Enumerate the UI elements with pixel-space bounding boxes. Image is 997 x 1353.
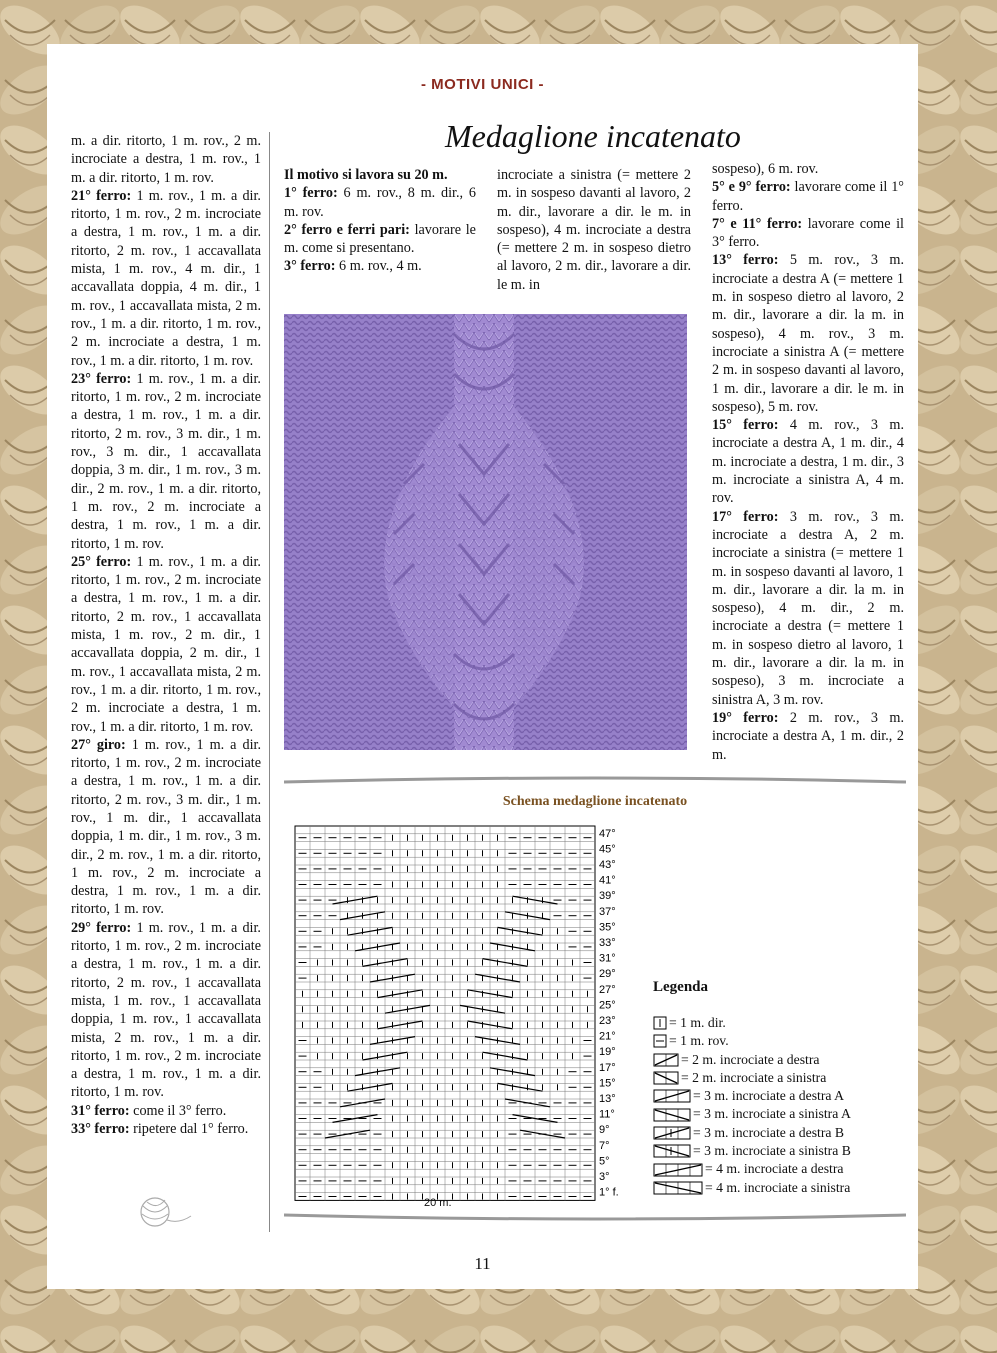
row-heading: 7° e 11° ferro: [712, 215, 803, 232]
instruction-paragraph [71, 1120, 261, 1138]
instruction-paragraph [712, 416, 904, 507]
instruction-paragraph [712, 508, 904, 709]
knit-swatch-photo [284, 314, 687, 750]
row-text: 1 m. rov., 1 m. a dir. ritorto, 1 m. rov., 2 m. incrociate a destra, 1 m. rov., 1 m. a dir. ritorto, 2 m. rov., 1 accavallata mista, 1 m. rov., 4 m. dir., 1 accavallata doppia, 4 m. dir., 1 m. rov., 1 accavallata mista, 2 m. rov., 1 m. a dir. ritorto, 1 m. rov., 2 m. incrociate a destra, 1 m. rov., 1 m. a dir. ritorto, 1 m. rov. [71, 187, 261, 369]
row-text: lavorare come il 3° ferro. [712, 215, 904, 251]
row-text: m. a dir. ritorto, 1 m. rov., 2 m. incrociate a destra, 1 m. rov., 1 m. a dir. ritorto, 1 m. rov. [71, 133, 261, 186]
row-heading: 2° ferro e ferri pari: [284, 221, 410, 238]
chart-row-label: 43° [599, 859, 616, 871]
row-text: 6 m. rov., 8 m. dir., 6 m. rov. [284, 185, 476, 220]
row-heading: 25° ferro: [71, 553, 132, 570]
row-text: 4 m. rov., 3 m. incrociate a destra A, 1 m. dir., 4 m. incrociate a destra, 1 m. dir., 3 m. incrociate a sinistra A, 4 m. rov. [712, 417, 905, 507]
row-heading: 13° ferro: [712, 252, 779, 269]
knit-symbol-icon [653, 1016, 667, 1030]
instruction-paragraph [284, 166, 476, 184]
chart-row-label: 33° [599, 937, 616, 949]
row-text: 1 m. rov., 1 m. a dir. ritorto, 1 m. rov., 2 m. incrociate a destra, 1 m. rov., 1 m. a dir. ritorto, 2 m. rov., 3 m. dir., 1 m. rov., 1 m. dir., 1 accavallata doppia, 1 m. dir., 1 m. rov., 3 m. dir., 2 m. rov., 1 m. a dir. ritorto, 1 m. rov., 2 m. incrociate a destra, 1 m. rov., 1 m. a dir. ritorto, 1 m. rov. [71, 736, 261, 918]
chart-width-label: 20 m. [424, 1197, 452, 1209]
row-text: lavorare come il 1° ferro. [712, 179, 904, 214]
legend-item [653, 1179, 851, 1197]
instruction-paragraph [712, 251, 904, 416]
legend-item [653, 1105, 851, 1123]
instruction-paragraph [712, 709, 904, 764]
cross-3-left-b-icon [653, 1144, 691, 1158]
row-text: incrociate a sinistra (= mettere 2 m. in sospeso davanti al lavoro, 2 m. dir., lavorare a dir. le m. in sospeso), 4 m. incrociate a destra (= mettere 2 m. in sospeso dietro al lavoro, 2 m. dir., lavorare a dir. le m. in [497, 167, 691, 293]
cross-4-right-icon [653, 1163, 703, 1177]
legend-item [653, 1014, 851, 1032]
instructions-column-4 [712, 160, 904, 764]
legend-list [653, 1014, 851, 1197]
instruction-paragraph [71, 370, 261, 553]
instructions-column-1 [71, 132, 261, 1138]
chart-row-label: 23° [599, 1015, 616, 1027]
pattern-title: Medaglione incatenato [445, 118, 741, 154]
row-heading: 33° ferro: [71, 1121, 130, 1138]
legend-item [653, 1124, 851, 1142]
instruction-paragraph [712, 215, 904, 252]
instruction-paragraph [71, 132, 261, 187]
row-heading: Il motivo si lavora su 20 m. [284, 167, 448, 183]
legend-label: = 1 m. dir. [669, 1015, 726, 1030]
chart-row-label: 17° [599, 1061, 616, 1074]
row-heading: 21° ferro: [71, 187, 132, 204]
instructions-column-3 [497, 166, 691, 294]
legend-label: = 4 m. incrociate a sinistra [705, 1179, 851, 1195]
legend-label: = 2 m. incrociate a destra [681, 1051, 820, 1067]
purl-symbol-icon [653, 1034, 667, 1048]
instructions-column-2 [284, 166, 476, 276]
instruction-paragraph [71, 736, 261, 919]
cross-3-right-b-icon [653, 1126, 691, 1140]
chart-row-labels [599, 828, 619, 1199]
legend-label: = 3 m. incrociate a sinistra A [693, 1106, 851, 1122]
row-heading: 27° giro: [71, 736, 126, 753]
instruction-paragraph [71, 187, 261, 370]
page-number: 11 [474, 1254, 491, 1273]
legend-title: Legenda [653, 979, 709, 995]
row-heading: 17° ferro: [712, 508, 779, 525]
legend-label: = 3 m. incrociate a destra B [693, 1124, 845, 1140]
chart-row-label: 27° [599, 983, 616, 996]
row-text: come il 3° ferro. [129, 1102, 227, 1119]
chart-row-label: 9° [599, 1124, 610, 1137]
magazine-page [47, 44, 918, 1289]
legend-item [653, 1069, 851, 1087]
row-heading: 15° ferro: [712, 417, 779, 434]
row-heading: 19° ferro: [712, 709, 779, 726]
legend-item [653, 1142, 851, 1160]
cross-2-right-icon [653, 1053, 679, 1067]
chart-row-label: 37° [599, 905, 616, 918]
chart-row-label: 47° [599, 827, 616, 840]
chart-row-label: 11° [599, 1108, 615, 1121]
chart-row-label: 31° [599, 952, 616, 965]
row-text: 2 m. rov., 3 m. incrociate a destra A, 1 m. dir., 2 m. [712, 709, 905, 763]
cross-3-left-a-icon [653, 1108, 691, 1122]
row-text: 6 m. rov., 4 m. [335, 258, 422, 275]
chart-row-label: 39° [599, 890, 616, 903]
legend-item [653, 1160, 851, 1178]
instruction-paragraph [71, 553, 261, 736]
instruction-paragraph [497, 166, 691, 294]
schema-title: Schema medaglione incatenato [502, 794, 688, 809]
chart-row-label: 21° [599, 1030, 616, 1043]
cross-2-left-icon [653, 1071, 679, 1085]
section-header: - MOTIVI UNICI - [421, 76, 544, 93]
legend-item [653, 1087, 851, 1105]
legend-label: = 3 m. incrociate a sinistra B [693, 1143, 851, 1159]
cross-4-left-icon [653, 1181, 703, 1195]
row-text: sospeso), 6 m. rov. [712, 161, 819, 177]
row-text: 1 m. rov., 1 m. a dir. ritorto, 1 m. rov., 2 m. incrociate a destra, 1 m. rov., 1 m. a dir. ritorto, 2 m. rov., 1 accavallata mista, 1 m. rov., 1 accavallata doppia, 1 m. rov., 1 accavallata mista, 2 m. rov., 1 m. a dir. ritorto, 1 m. rov., 2 m. incrociate a destra, 1 m. rov., 1 m. a dir. ritorto, 1 m. rov. [71, 919, 261, 1101]
instruction-paragraph [284, 184, 476, 221]
row-text: lavorare le m. come si presentano. [284, 221, 476, 257]
instruction-paragraph [712, 160, 904, 178]
chart-row-label: 45° [599, 843, 616, 856]
chart-row-label: 35° [599, 921, 616, 934]
chart-row-label: 3° [599, 1171, 610, 1183]
legend-label: = 4 m. incrociate a destra [705, 1161, 844, 1177]
cross-3-right-a-icon [653, 1089, 691, 1103]
column-rule [269, 132, 270, 1232]
legend-item [653, 1032, 851, 1050]
schema-top-divider [284, 772, 906, 786]
chart-grid [295, 826, 595, 1200]
chart-row-label: 41° [599, 874, 616, 887]
row-heading: 31° ferro: [71, 1102, 130, 1119]
chart-row-label: 25° [599, 999, 616, 1012]
chart-row-label: 1° f. [599, 1186, 619, 1199]
row-text: 1 m. rov., 1 m. a dir. ritorto, 1 m. rov., 2 m. incrociate a destra, 1 m. rov., 1 m. a dir. ritorto, 2 m. rov., 1 accavallata mista, 1 m. rov., 2 m. dir., 1 accavallata doppia, 2 m. dir., 1 m. rov., 1 accavallata mista, 2 m. rov., 1 m. a dir. ritorto, 1 m. rov., 2 m. incrociate a destra, 1 m. rov., 1 m. a dir. ritorto, 1 m. rov. [71, 553, 261, 735]
row-heading: 5° e 9° ferro: [712, 179, 791, 196]
row-heading: 23° ferro: [71, 370, 132, 387]
row-text: 5 m. rov., 3 m. incrociate a destra A (= mettere 1 m. in sospeso dietro al lavoro, 2 m. dir., lavorare a dir. la m. in sospeso), 4 m. rov., 3 m. incrociate a sinistra A (= mettere 2 m. in sospeso davanti al lavoro, 1 m. dir., lavorare a dir. le m. in sospeso), 5 m. rov. [712, 252, 905, 415]
row-text: 3 m. rov., 3 m. incrociate a destra A, 2 m. incrociate a sinistra (= mettere 1 m. in sospeso davanti al lavoro, 1 m. dir., lavorare a dir. la m. in sospeso), 4 m. dir., 2 m. incrociate a destra (= mettere 1 m. in sospeso dietro al lavoro, 1 m. dir., lavorare a dir. la m. in sospeso), 3 m. incrociate a sinistra A, 3 m. rov. [712, 508, 905, 708]
legend-label: = 3 m. incrociate a destra A [693, 1088, 845, 1104]
instruction-paragraph [284, 221, 476, 258]
row-text: ripetere dal 1° ferro. [129, 1121, 249, 1138]
legend-item [653, 1051, 851, 1069]
row-heading: 1° ferro: [284, 185, 338, 202]
row-text: 1 m. rov., 1 m. a dir. ritorto, 1 m. rov., 2 m. incrociate a destra, 1 m. rov., 1 m. a dir. ritorto, 2 m. rov., 3 m. dir., 1 m. rov., 3 m. dir., 1 accavallata doppia, 3 m. dir., 1 m. rov., 3 m. dir., 2 m. rov., 1 m. a dir. ritorto, 1 m. rov., 2 m. incrociate a destra, 1 m. rov., 1 m. a dir. ritorto, 1 m. rov. [71, 370, 261, 552]
chart-row-label: 15° [599, 1077, 616, 1090]
chart-row-label: 13° [599, 1093, 616, 1105]
chart-row-label: 19° [599, 1046, 616, 1059]
legend-label: = 2 m. incrociate a sinistra [681, 1069, 827, 1085]
legend-label: = 1 m. rov. [669, 1033, 729, 1049]
instruction-paragraph [71, 919, 261, 1102]
chart-row-label: 5° [599, 1155, 610, 1168]
yarn-ball-icon [135, 1190, 195, 1230]
row-heading: 29° ferro: [71, 919, 132, 936]
instruction-paragraph [284, 257, 476, 275]
row-heading: 3° ferro: [284, 258, 336, 275]
instruction-paragraph [71, 1102, 261, 1120]
knitting-chart [293, 824, 643, 1222]
chart-row-label: 7° [599, 1139, 610, 1152]
instruction-paragraph [712, 178, 904, 215]
chart-row-label: 29° [599, 968, 616, 981]
